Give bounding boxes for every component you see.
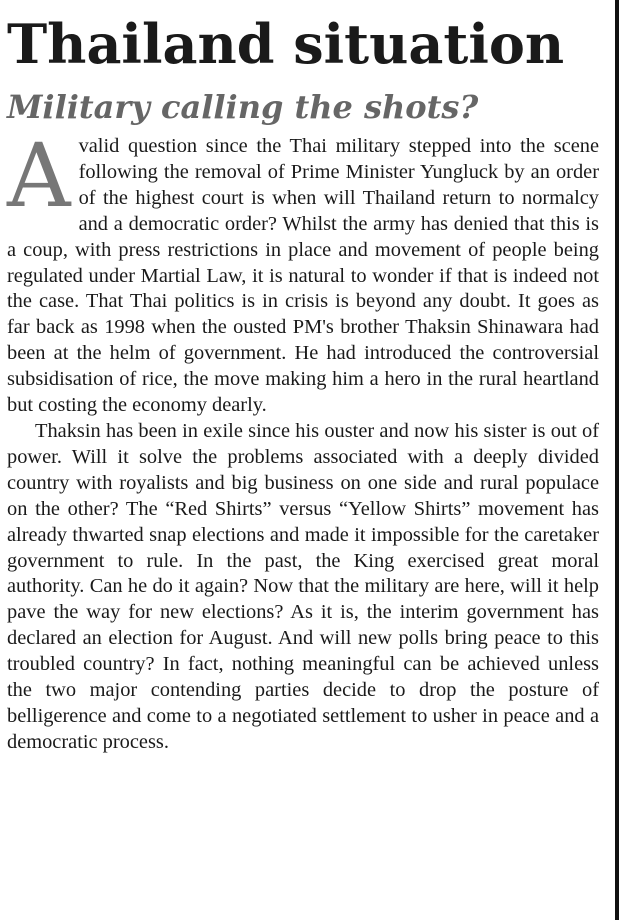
subheadline: Military calling the shots? <box>7 88 479 126</box>
paragraph-1 <box>7 124 599 419</box>
article-body <box>7 124 599 756</box>
drop-cap: A <box>7 124 71 227</box>
paragraph-2: Thaksin has been in exile since his ouster and now his sister is out of power. Will it solve the problems associated with a deeply divided country with royalists and big business on one side and rural populace on the other? The “Red Shirts” versus “Yellow Shirts” movement has already thwarted snap elections and made it impossible for the caretaker government to rule. In the past, the King exercised great moral authority. Can he do it again? Now that the military are here, will it help pave the way for new elections? As it is, the interim government has declared an election for August. And will new polls bring peace to this troubled country? In fact, nothing meaningful can be achieved unless the two major contending parties decide to drop the posture of belligerence and come to a negotiated settlement to usher in peace and a democratic process. <box>7 419 599 753</box>
column-rule <box>615 0 619 920</box>
headline: Thailand situation <box>7 12 565 76</box>
editorial-article <box>7 6 599 756</box>
paragraph-1-text: valid question since the Thai military stepped into the scene following the removal of Prime Minister Yungluck by an order of the highest court is when will Thailand return to normalcy and a democratic order? Whilst the army has denied that this is a coup, with press restrictions in place and movement of people being regulated under Martial Law, it is natural to wonder if that is indeed not the case. That Thai politics is in crisis is beyond any doubt. It goes as far back as 1998 when the ousted PM's brother Thaksin Shinawara had been at the helm of government. He had introduced the controversial subsidisation of rice, the move making him a hero in the rural heartland but costing the economy dearly. <box>7 135 599 417</box>
